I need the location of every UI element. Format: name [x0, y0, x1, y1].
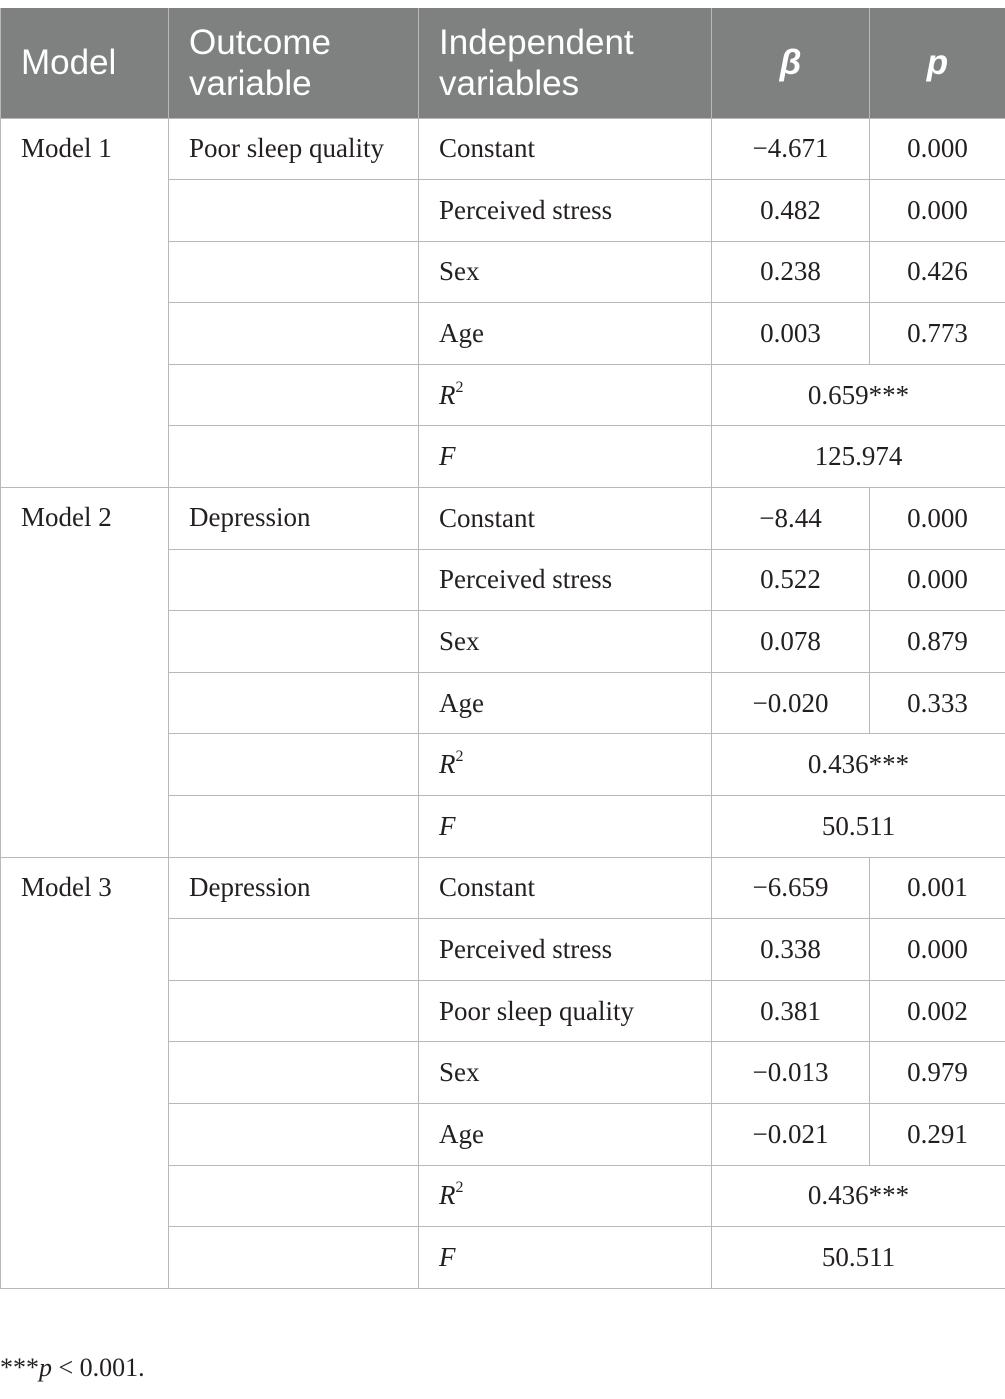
outcome-empty-cell	[169, 919, 419, 981]
beta-value: 0.482	[712, 180, 870, 242]
header-p	[870, 8, 1005, 118]
beta-value: 0.522	[712, 549, 870, 611]
outcome-variable: Poor sleep quality	[169, 118, 419, 180]
r-squared-value: 0.436***	[712, 1165, 1005, 1227]
model-label: Model 3	[1, 857, 169, 1288]
header-model: Model	[1, 8, 169, 118]
independent-variable: Age	[419, 1104, 712, 1166]
header-outcome: Outcome variable	[169, 8, 419, 118]
r-squared-label	[419, 364, 712, 426]
p-value: 0.000	[870, 549, 1005, 611]
f-symbol: F	[439, 1241, 456, 1272]
r-squared-exponent: 2	[455, 748, 464, 766]
independent-variable: Perceived stress	[419, 919, 712, 981]
f-statistic-label	[419, 1227, 712, 1289]
independent-variable: Perceived stress	[419, 180, 712, 242]
p-value: 0.001	[870, 857, 1005, 919]
independent-variable: Constant	[419, 857, 712, 919]
r-squared-value: 0.436***	[712, 734, 1005, 796]
outcome-empty-cell	[169, 180, 419, 242]
table-row	[1, 118, 1005, 180]
beta-value: 0.238	[712, 241, 870, 303]
r-squared-symbol: R	[439, 1180, 456, 1211]
p-value: 0.000	[870, 180, 1005, 242]
p-value: 0.333	[870, 672, 1005, 734]
f-symbol: F	[439, 810, 456, 841]
outcome-empty-cell	[169, 611, 419, 673]
r-squared-label	[419, 1165, 712, 1227]
p-value: 0.000	[870, 919, 1005, 981]
outcome-empty-cell	[169, 796, 419, 858]
beta-value: 0.078	[712, 611, 870, 673]
r-squared-label	[419, 734, 712, 796]
p-value: 0.000	[870, 488, 1005, 550]
f-statistic-value: 50.511	[712, 1227, 1005, 1289]
p-value: 0.291	[870, 1104, 1005, 1166]
header-independent: Independent variables	[419, 8, 712, 118]
independent-variable: Perceived stress	[419, 549, 712, 611]
table-row	[1, 857, 1005, 919]
outcome-empty-cell	[169, 1104, 419, 1166]
independent-variable: Constant	[419, 118, 712, 180]
outcome-empty-cell	[169, 1042, 419, 1104]
r-squared-value: 0.659***	[712, 364, 1005, 426]
outcome-empty-cell	[169, 549, 419, 611]
beta-value: −4.671	[712, 118, 870, 180]
outcome-empty-cell	[169, 303, 419, 365]
outcome-empty-cell	[169, 1165, 419, 1227]
beta-value: 0.381	[712, 980, 870, 1042]
p-value: 0.979	[870, 1042, 1005, 1104]
outcome-variable: Depression	[169, 488, 419, 550]
f-statistic-value: 50.511	[712, 796, 1005, 858]
independent-variable: Sex	[419, 1042, 712, 1104]
beta-value: −6.659	[712, 857, 870, 919]
header-row	[1, 8, 1005, 118]
p-value: 0.426	[870, 241, 1005, 303]
header-beta	[712, 8, 870, 118]
r-squared-symbol: R	[439, 749, 456, 780]
beta-value: 0.338	[712, 919, 870, 981]
beta-value: −0.013	[712, 1042, 870, 1104]
outcome-empty-cell	[169, 734, 419, 796]
p-value: 0.000	[870, 118, 1005, 180]
model-label: Model 2	[1, 488, 169, 858]
outcome-empty-cell	[169, 364, 419, 426]
beta-value: −0.021	[712, 1104, 870, 1166]
p-value: 0.002	[870, 980, 1005, 1042]
r-squared-exponent: 2	[455, 378, 464, 396]
table-body	[1, 118, 1005, 1288]
footnote	[0, 1353, 145, 1383]
beta-value: −8.44	[712, 488, 870, 550]
outcome-empty-cell	[169, 980, 419, 1042]
p-value: 0.879	[870, 611, 1005, 673]
beta-value: −0.020	[712, 672, 870, 734]
independent-variable: Constant	[419, 488, 712, 550]
independent-variable: Sex	[419, 611, 712, 673]
r-squared-symbol: R	[439, 379, 456, 410]
outcome-empty-cell	[169, 426, 419, 488]
independent-variable: Age	[419, 672, 712, 734]
f-statistic-value: 125.974	[712, 426, 1005, 488]
header-p-label: p	[926, 43, 949, 83]
header-beta-label: β	[779, 43, 802, 83]
outcome-variable: Depression	[169, 857, 419, 919]
independent-variable: Sex	[419, 241, 712, 303]
regression-table	[0, 8, 1005, 1289]
table-row	[1, 488, 1005, 550]
footnote-rest: < 0.001.	[52, 1353, 145, 1382]
independent-variable: Poor sleep quality	[419, 980, 712, 1042]
f-symbol: F	[439, 441, 456, 472]
model-label: Model 1	[1, 118, 169, 488]
outcome-empty-cell	[169, 1227, 419, 1289]
footnote-p: p	[39, 1353, 52, 1382]
beta-value: 0.003	[712, 303, 870, 365]
p-value: 0.773	[870, 303, 1005, 365]
table-header	[1, 8, 1005, 118]
f-statistic-label	[419, 796, 712, 858]
outcome-empty-cell	[169, 672, 419, 734]
independent-variable: Age	[419, 303, 712, 365]
footnote-stars: ***	[0, 1353, 39, 1382]
outcome-empty-cell	[169, 241, 419, 303]
f-statistic-label	[419, 426, 712, 488]
r-squared-exponent: 2	[455, 1179, 464, 1197]
